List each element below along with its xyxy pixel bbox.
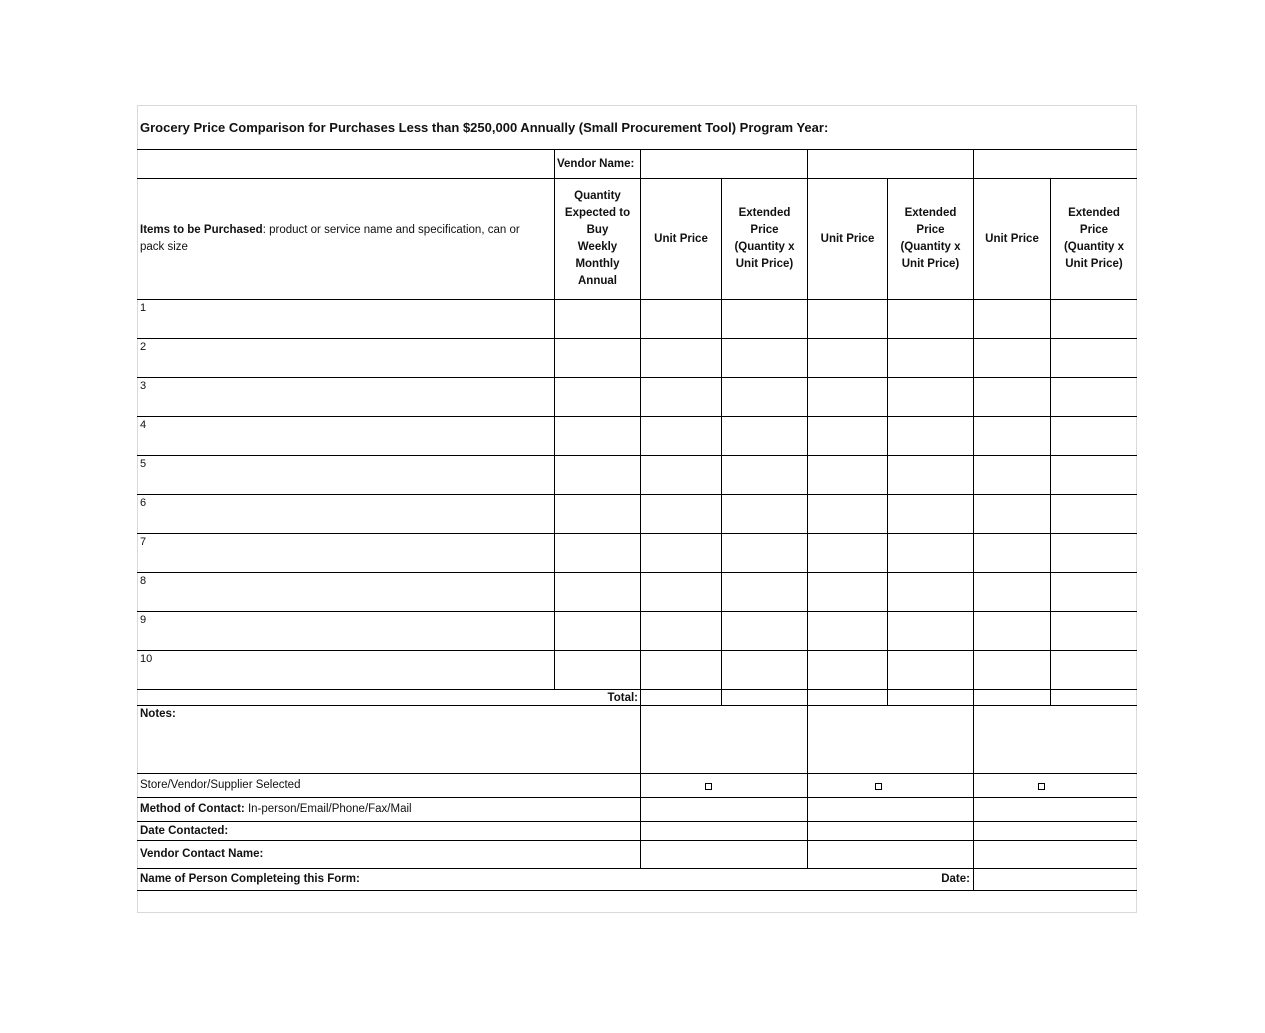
date-contacted-label: Date Contacted: [140,825,229,837]
rule-person [137,890,1137,891]
unit-price-header-3: Unit Price [985,233,1039,245]
method-of-contact-label: Method of Contact: [140,803,245,815]
method-of-contact [140,801,412,818]
ext-line: Unit Price) [735,258,794,270]
row-number: 8 [140,575,147,587]
row-number: 4 [140,419,147,431]
qty-line: Buy [586,224,609,236]
items-header-bold: Items to be Purchased [140,224,263,236]
items-header-rest: : product or service name and specification, can or [262,224,520,236]
ext-line: Price [1079,224,1109,236]
row-line [137,572,1137,573]
extended-price-header-3 [1051,205,1137,273]
ext-line: Price [916,224,945,236]
row-number: 1 [140,302,147,314]
notes-label: Notes: [140,708,176,720]
rule-method [137,821,1137,822]
row-number: 7 [140,536,147,548]
row-line [137,455,1137,456]
row-line [137,338,1137,339]
ext-line: (Quantity x [1063,241,1125,253]
rule-date-contacted [137,840,1137,841]
items-header-line2: pack size [140,241,188,253]
rule-header [137,299,1137,300]
extended-price-header-1 [722,205,807,273]
row-number: 9 [140,614,147,626]
quantity-header [555,188,640,290]
ext-line: Extended [738,207,791,219]
person-completing-label: Name of Person Completeing this Form: [140,873,360,885]
col-line-qty [640,149,641,868]
method-of-contact-options: In-person/Email/Phone/Fax/Mail [244,803,412,815]
vendor-contact-label: Vendor Contact Name: [140,848,264,860]
rule-vendor [137,178,1137,179]
row-line [137,650,1137,651]
row-line [137,416,1137,417]
rule-vendor-contact [137,868,1137,869]
rule-notes [137,773,1137,774]
date-label: Date: [941,873,970,885]
total-label: Total: [607,692,638,704]
row-number: 2 [140,341,147,353]
ext-line: Unit Price) [1065,258,1123,270]
ext-line: (Quantity x [900,241,961,253]
extended-price-header-2 [888,205,973,273]
ext-line: Extended [1068,207,1120,219]
qty-line: Monthly [575,258,620,270]
items-header [140,222,520,239]
ext-line: Extended [904,207,957,219]
row-number: 5 [140,458,147,470]
ext-line: Unit Price) [901,258,960,270]
row-line [137,611,1137,612]
ext-line: (Quantity x [734,241,795,253]
vendor-2-select-checkbox[interactable] [875,783,882,790]
vendor-name-label: Vendor Name: [557,158,635,170]
row-number: 3 [140,380,147,392]
row-line [137,377,1137,378]
row-line [137,494,1137,495]
rule-store [137,797,1137,798]
rule-top [137,149,1137,150]
row-line [137,533,1137,534]
qty-line: Quantity [574,190,621,202]
unit-price-header-2: Unit Price [820,233,875,245]
vendor-1-select-checkbox[interactable] [705,783,712,790]
form-title: Grocery Price Comparison for Purchases Less than $250,000 Annually (Small Procurement Tool) Program Year: [140,120,829,135]
qty-line: Expected to [564,207,631,219]
col-line-ext1 [807,149,808,868]
store-selected-label: Store/Vendor/Supplier Selected [140,779,301,791]
row-number: 6 [140,497,147,509]
vendor-3-select-checkbox[interactable] [1038,783,1045,790]
qty-line: Annual [578,275,617,287]
ext-line: Price [750,224,779,236]
unit-price-header-1: Unit Price [654,233,708,245]
row-number: 10 [140,653,153,665]
col-line-ext2 [973,149,974,890]
qty-line: Weekly [577,241,618,253]
